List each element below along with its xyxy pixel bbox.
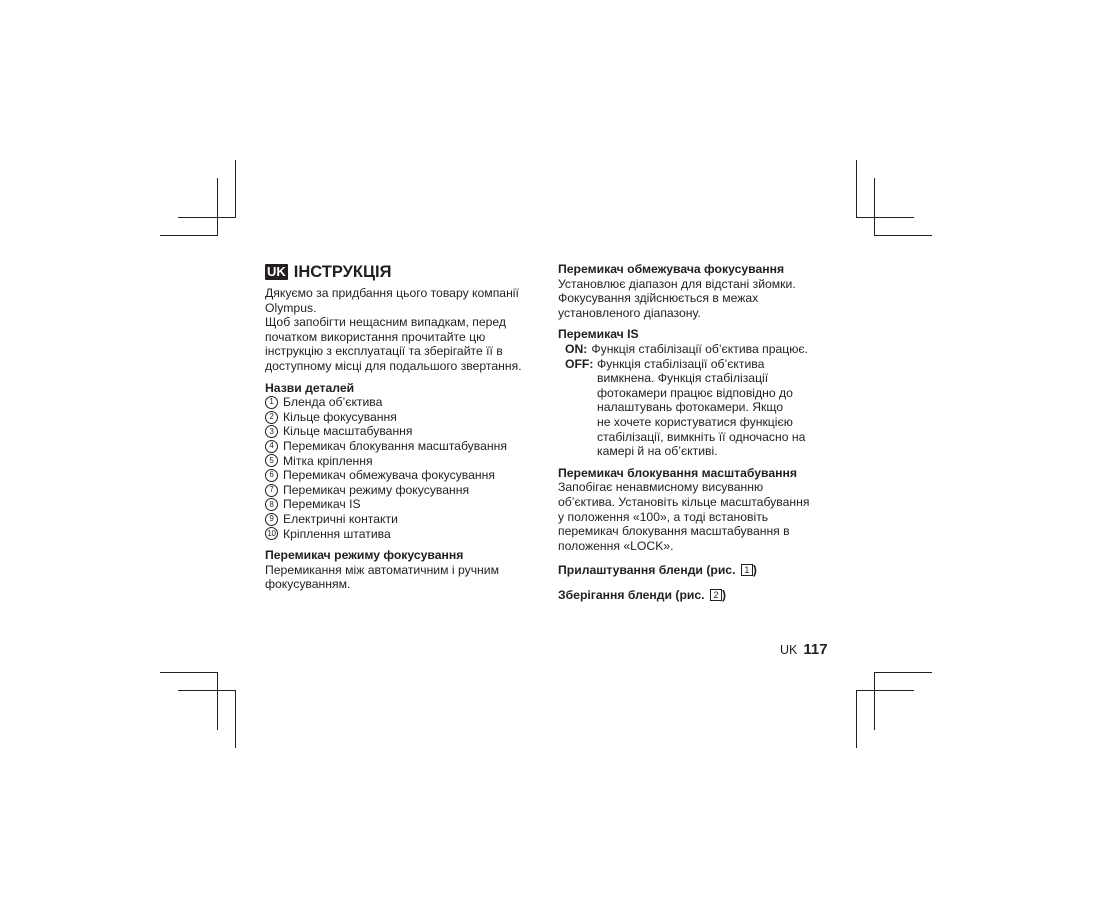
off-line: не хочете користуватися функцією [597,414,793,429]
off-line: Функція стабілізації об’єктива [597,356,765,371]
focus-mode-line: фокусуванням. [265,577,351,592]
intro-paragraph [265,286,540,374]
is-on-definition [558,342,833,357]
part-label: Перемикач IS [283,497,361,512]
hood-attach-heading [558,563,833,578]
intro-line: доступному місці для подальшого звертання. [265,358,522,373]
intro-line: початком використання прочитайте цю [265,329,486,344]
intro-line: Дякуємо за придбання цього товару компанії [265,286,519,300]
zoom-lock-heading: Перемикач блокування масштабування [558,465,798,480]
crop-mark [856,690,857,748]
figure-number: 2 [710,589,722,601]
part-label: Кільце фокусування [283,409,397,424]
crop-mark [217,178,218,236]
crop-mark [856,160,857,218]
crop-mark [178,690,236,691]
hood-store-heading [558,588,833,603]
part-label: Кільце масштабування [283,424,413,439]
focus-mode-heading: Перемикач режиму фокусування [265,548,464,563]
footer-language: UK [780,643,798,657]
circled-number: 3 [265,425,278,438]
circled-number: 8 [265,498,278,511]
off-line: фотокамери працює відповідно до [597,385,793,400]
intro-line: інструкцію з експлуатації та зберігайте її в [265,344,503,359]
zoom-lock-line: у положення «100», а тоді встановіть [558,509,769,524]
left-column [265,262,540,592]
list-item [265,497,540,512]
figure-number: 1 [741,564,753,576]
list-item [265,454,540,469]
focus-limiter-line: Установлює діапазон для відстані зйомки. [558,276,796,291]
off-key: OFF: [565,356,594,371]
language-badge: UK [267,264,286,279]
list-item [265,483,540,498]
on-key: ON: [565,341,588,356]
list-item [265,424,540,439]
part-label: Перемикач режиму фокусування [283,482,470,497]
is-off-definition [558,357,833,459]
circled-number: 9 [265,513,278,526]
off-text [597,357,833,459]
circled-number: 6 [265,469,278,482]
circled-number: 7 [265,484,278,497]
part-label: Мітка кріплення [283,453,373,468]
crop-mark [235,160,236,218]
focus-limiter-heading: Перемикач обмежувача фокусування [558,262,785,276]
intro-line: Olympus. [265,300,317,315]
circled-number: 1 [265,396,278,409]
page-title: ІНСТРУКЦІЯ [293,263,392,281]
crop-mark [856,217,914,218]
intro-line: Щоб запобігти нещасним випадкам, перед [265,315,507,330]
zoom-lock-line: Запобігає ненавмисному висуванню [558,480,764,495]
zoom-lock-line: положення «LOCK». [558,538,674,553]
zoom-lock-line: об’єктива. Установіть кільце масштабування [558,494,810,509]
parts-heading: Назви деталей [265,380,355,395]
crop-mark [874,235,932,236]
crop-mark [160,235,218,236]
on-text: Функція стабілізації об’єктива працює. [591,341,809,356]
crop-mark [217,672,218,730]
list-item [265,468,540,483]
crop-mark [856,690,914,691]
circled-number: 4 [265,440,278,453]
off-line: стабілізації, вимкніть її одночасно на [597,429,806,444]
part-label: Бленда об’єктива [283,395,383,410]
crop-mark [235,690,236,748]
crop-mark [160,672,218,673]
list-item [265,395,540,410]
list-item [265,410,540,425]
focus-limiter-line: Фокусування здійснюється в межах [558,291,759,306]
hood-attach-text: Прилаштування бленди (рис. [558,563,736,578]
is-switch-heading: Перемикач IS [558,327,639,342]
part-label: Кріплення штатива [283,526,391,541]
part-label: Перемикач блокування масштабування [283,438,507,453]
crop-mark [874,178,875,236]
list-item [265,439,540,454]
page-number: 117 [803,641,828,658]
crop-mark [874,672,932,673]
circled-number: 5 [265,454,278,467]
focus-limiter-line: установленого діапазону. [558,305,701,320]
part-label: Перемикач обмежувача фокусування [283,468,495,483]
title-row [265,262,540,282]
circled-number: 10 [265,527,278,540]
hood-store-close: ) [721,587,727,602]
focus-mode-line: Перемикання між автоматичним і ручним [265,562,499,577]
list-item [265,512,540,527]
page-footer [780,641,828,658]
hood-attach-close: ) [752,563,757,578]
zoom-lock-line: перемикач блокування масштабування в [558,524,790,539]
parts-list [265,395,540,541]
crop-mark [874,672,875,730]
hood-store-text: Зберігання бленди (рис. [558,587,705,602]
off-line: вимкнена. Функція стабілізації [597,371,769,386]
part-label: Електричні контакти [283,511,398,526]
crop-mark [178,217,236,218]
off-line: налаштувань фотокамери. Якщо [597,400,784,415]
list-item [265,527,540,542]
right-column [558,262,833,602]
off-line: камері й на об’єктиві. [597,444,718,459]
circled-number: 2 [265,411,278,424]
